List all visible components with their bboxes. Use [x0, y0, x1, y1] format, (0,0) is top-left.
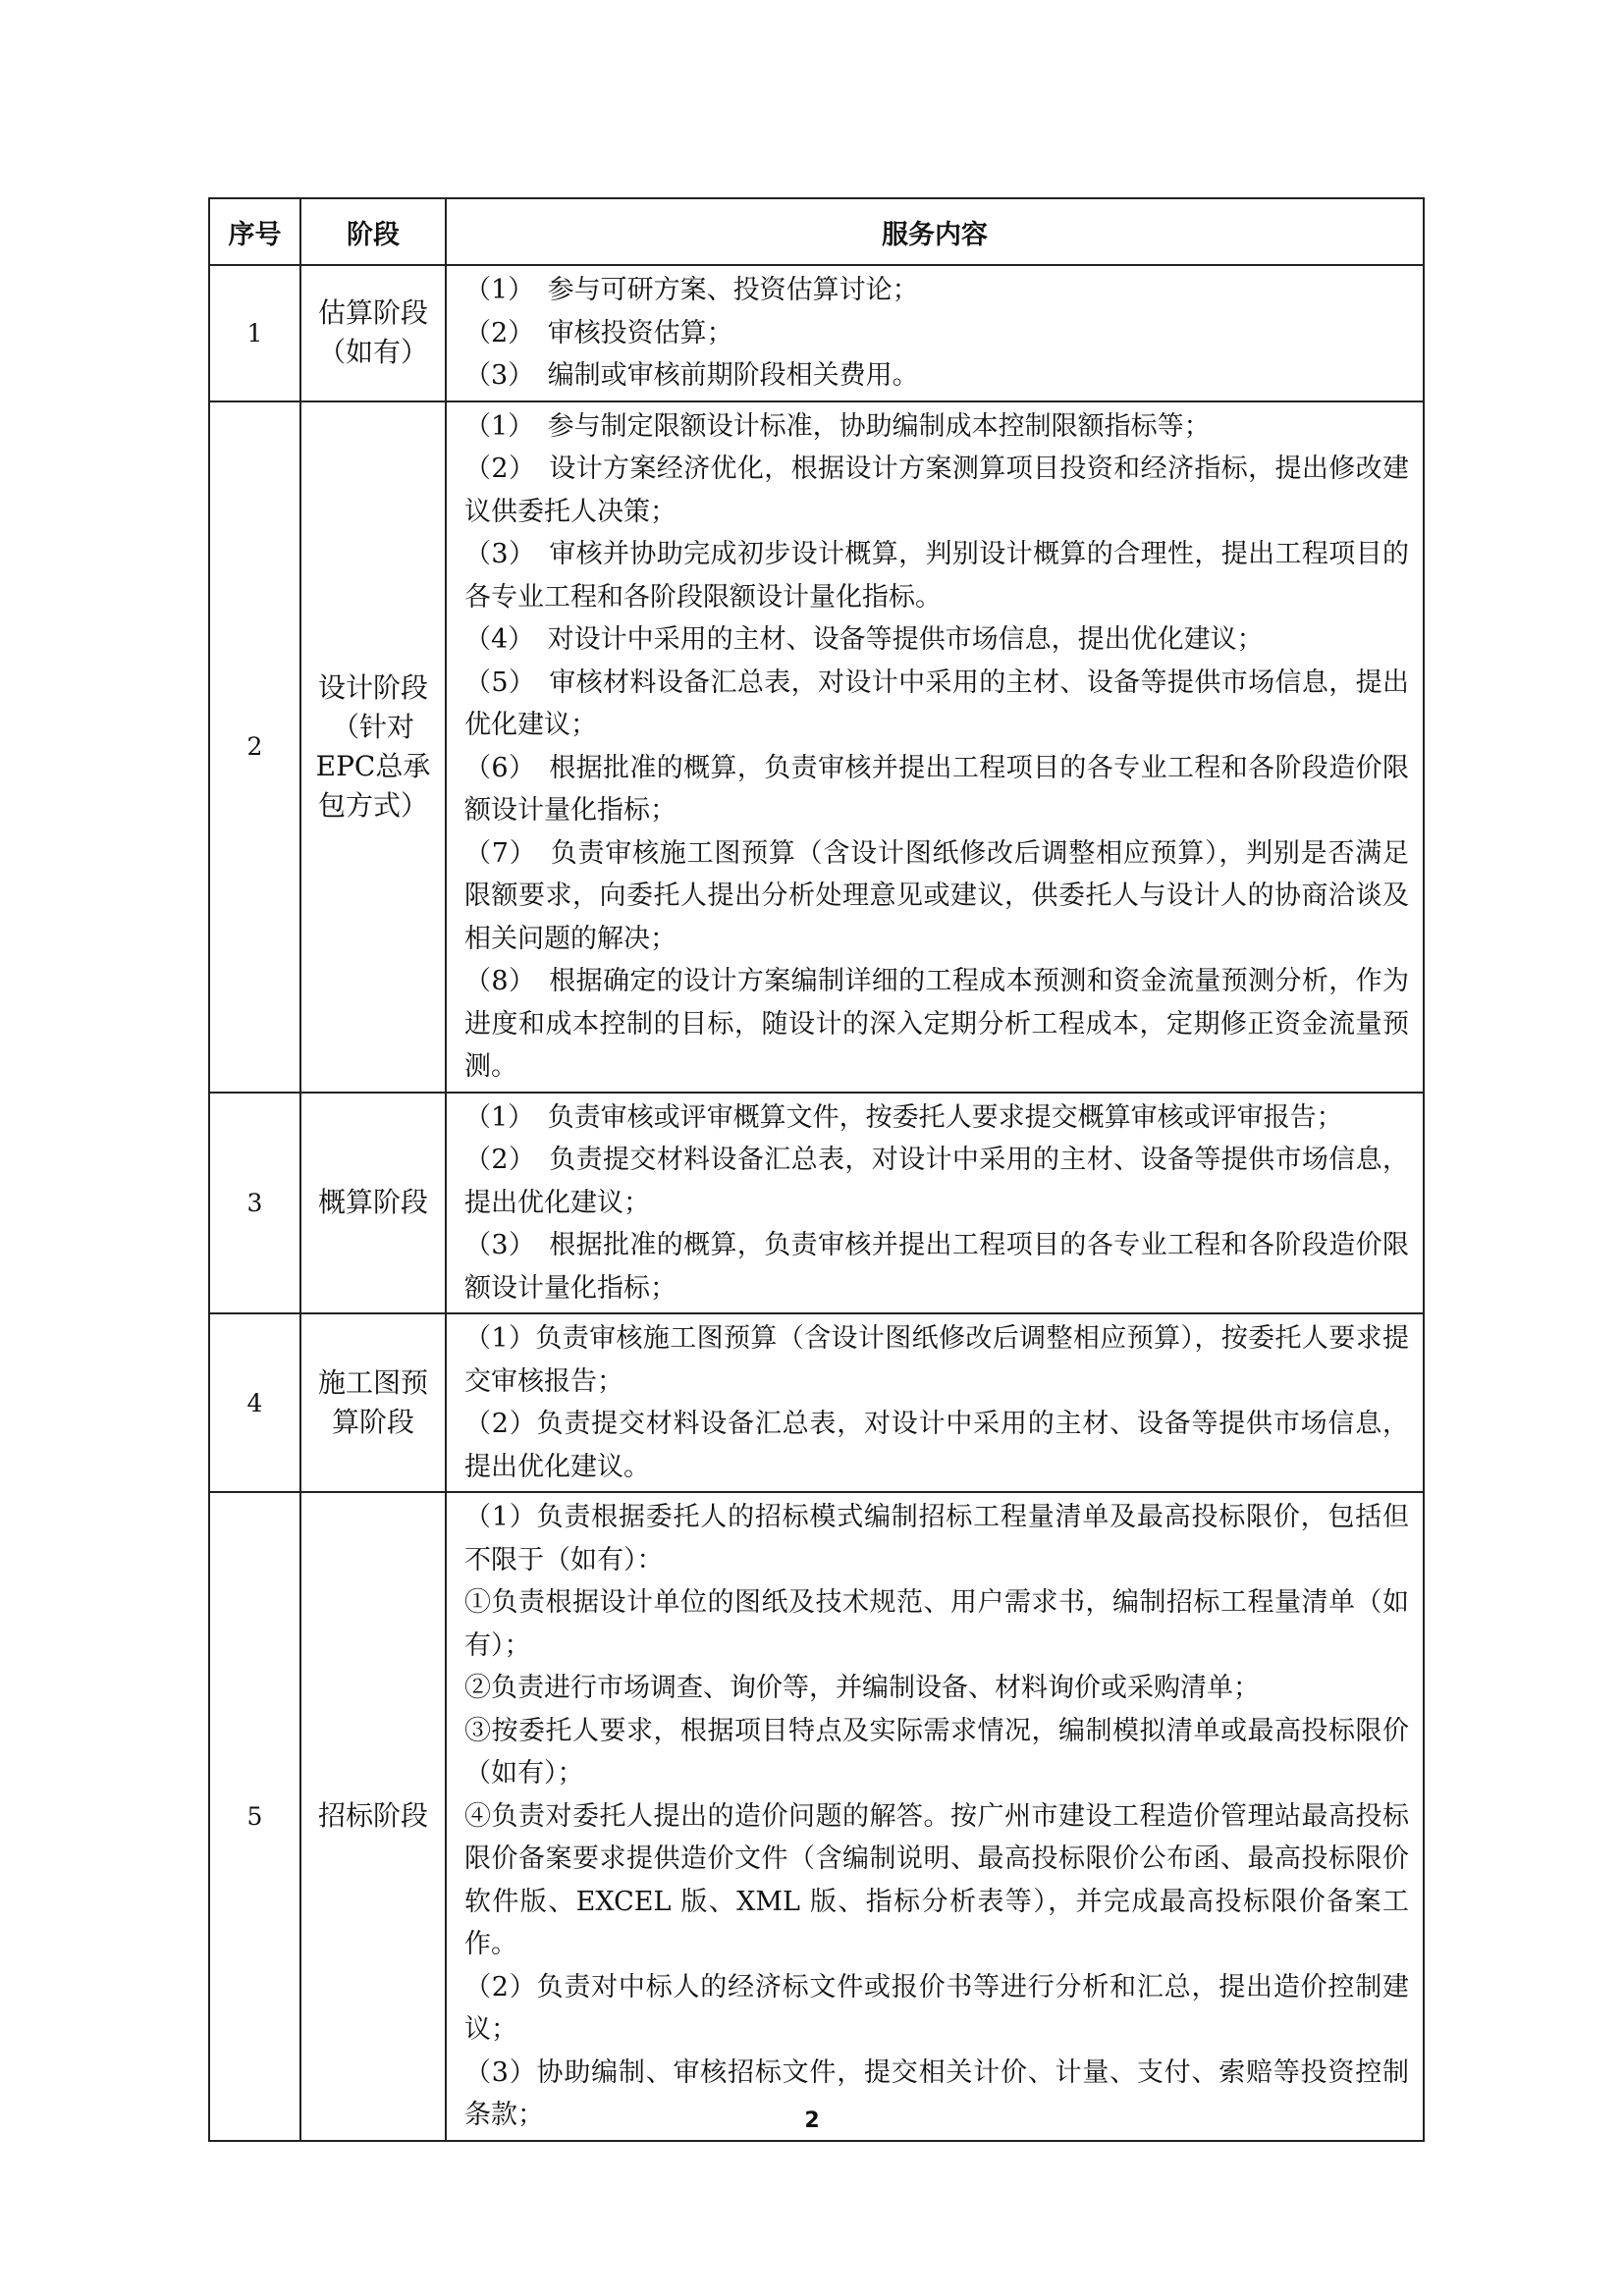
- service-item: （1） 参与制定限额设计标准，协助编制成本控制限额指标等；: [464, 410, 1211, 442]
- service-item: ①负责根据设计单位的图纸及技术规范、用户需求书，编制招标工程量清单（如有）；: [464, 1587, 1409, 1661]
- service-item: （2） 负责提交材料设备汇总表，对设计中采用的主材、设备等提供市场信息，提出优化建议；: [464, 1145, 1409, 1218]
- row-number: 2: [209, 401, 300, 1093]
- table-row: [209, 1093, 1424, 1314]
- row-content: [446, 401, 1424, 1093]
- service-item: （2） 设计方案经济优化，根据设计方案测算项目投资和经济指标，提出修改建议供委托人决策；: [464, 454, 1409, 527]
- service-item: （5） 审核材料设备汇总表，对设计中采用的主材、设备等提供市场信息，提出优化建议；: [464, 667, 1409, 740]
- row-stage: [300, 265, 446, 401]
- row-number: 1: [209, 265, 300, 401]
- header-no: 序号: [209, 198, 300, 265]
- stage-line: 估算阶段: [317, 296, 428, 330]
- service-table: [208, 197, 1425, 2142]
- stage-line: （针对: [331, 710, 414, 743]
- row-content: [446, 265, 1424, 401]
- service-item: （1）负责根据委托人的招标模式编制招标工程量清单及最高投标限价，包括但不限于（如有）：: [464, 1502, 1409, 1575]
- service-item: （6） 根据批准的概算，负责审核并提出工程项目的各专业工程和各阶段造价限额设计量化指标；: [464, 752, 1409, 826]
- service-item: （3）协助编制、审核招标文件，提交相关计价、计量、支付、索赔等投资控制条款；: [464, 2056, 1409, 2130]
- stage-line: 施工图预: [317, 1366, 428, 1399]
- page-number: 2: [804, 2109, 820, 2133]
- table-row: [209, 1492, 1424, 2141]
- table-row: [209, 1313, 1424, 1492]
- service-item: （3） 编制或审核前期阶段相关费用。: [464, 360, 919, 391]
- service-item: （1） 负责审核或评审概算文件，按委托人要求提交概算审核或评审报告；: [464, 1101, 1343, 1133]
- row-content: [446, 1093, 1424, 1314]
- stage-line: EPC总承: [315, 749, 431, 782]
- service-item: ③按委托人要求，根据项目特点及实际需求情况，编制模拟清单或最高投标限价（如有）；: [464, 1715, 1409, 1789]
- row-content: [446, 1313, 1424, 1492]
- row-number: 4: [209, 1313, 300, 1492]
- service-item: （2） 审核投资估算；: [464, 317, 733, 348]
- row-content: [446, 1492, 1424, 2141]
- service-item: ②负责进行市场调查、询价等，并编制设备、材料询价或采购清单；: [464, 1673, 1260, 1703]
- header-stage: 阶段: [300, 198, 446, 265]
- service-item: （1）负责审核施工图预算（含设计图纸修改后调整相应预算），按委托人要求提交审核报告；: [464, 1323, 1409, 1397]
- table-row: [209, 401, 1424, 1093]
- stage-line: 算阶段: [331, 1406, 414, 1438]
- service-item: （3） 审核并协助完成初步设计概算，判别设计概算的合理性，提出工程项目的各专业工程和各阶段限额设计量化指标。: [464, 539, 1409, 613]
- service-item: （1） 参与可研方案、投资估算讨论；: [464, 275, 919, 305]
- header-content: 服务内容: [446, 198, 1424, 265]
- service-item: （4） 对设计中采用的主材、设备等提供市场信息，提出优化建议；: [464, 624, 1264, 655]
- row-number: 3: [209, 1093, 300, 1314]
- stage-line: （如有）: [317, 336, 428, 369]
- table-header-row: [209, 198, 1424, 265]
- service-item: （7） 负责审核施工图预算（含设计图纸修改后调整相应预算），判别是否满足限额要求，向委托人提出分析处理意见或建议，供委托人与设计人的协商洽谈及相关问题的解决；: [464, 837, 1409, 954]
- stage-line: 招标阶段: [317, 1799, 428, 1833]
- service-item: （2）负责提交材料设备汇总表，对设计中采用的主材、设备等提供市场信息，提出优化建议。: [464, 1409, 1409, 1482]
- stage-line: 设计阶段: [317, 670, 428, 704]
- service-item: ④负责对委托人提出的造价问题的解答。按广州市建设工程造价管理站最高投标限价备案要求提供造价文件（含编制说明、最高投标限价公布函、最高投标限价软件版、EXCEL 版、XML 版、指标分析表等），并完成最高投标限价备案工作。: [464, 1800, 1409, 1959]
- service-item: （3） 根据批准的概算，负责审核并提出工程项目的各专业工程和各阶段造价限额设计量化指标；: [464, 1230, 1409, 1304]
- stage-line: 概算阶段: [317, 1186, 428, 1219]
- service-item: （2）负责对中标人的经济标文件或报价书等进行分析和汇总，提出造价控制建议；: [464, 1971, 1409, 2045]
- service-item: （8） 根据确定的设计方案编制详细的工程成本预测和资金流量预测分析，作为进度和成本控制的目标，随设计的深入定期分析工程成本，定期修正资金流量预测。: [464, 966, 1409, 1082]
- stage-line: 包方式）: [317, 788, 428, 822]
- row-stage: [300, 1093, 446, 1314]
- row-stage: [300, 401, 446, 1093]
- table-row: [209, 265, 1424, 401]
- row-number: 5: [209, 1492, 300, 2141]
- row-stage: [300, 1313, 446, 1492]
- row-stage: [300, 1492, 446, 2141]
